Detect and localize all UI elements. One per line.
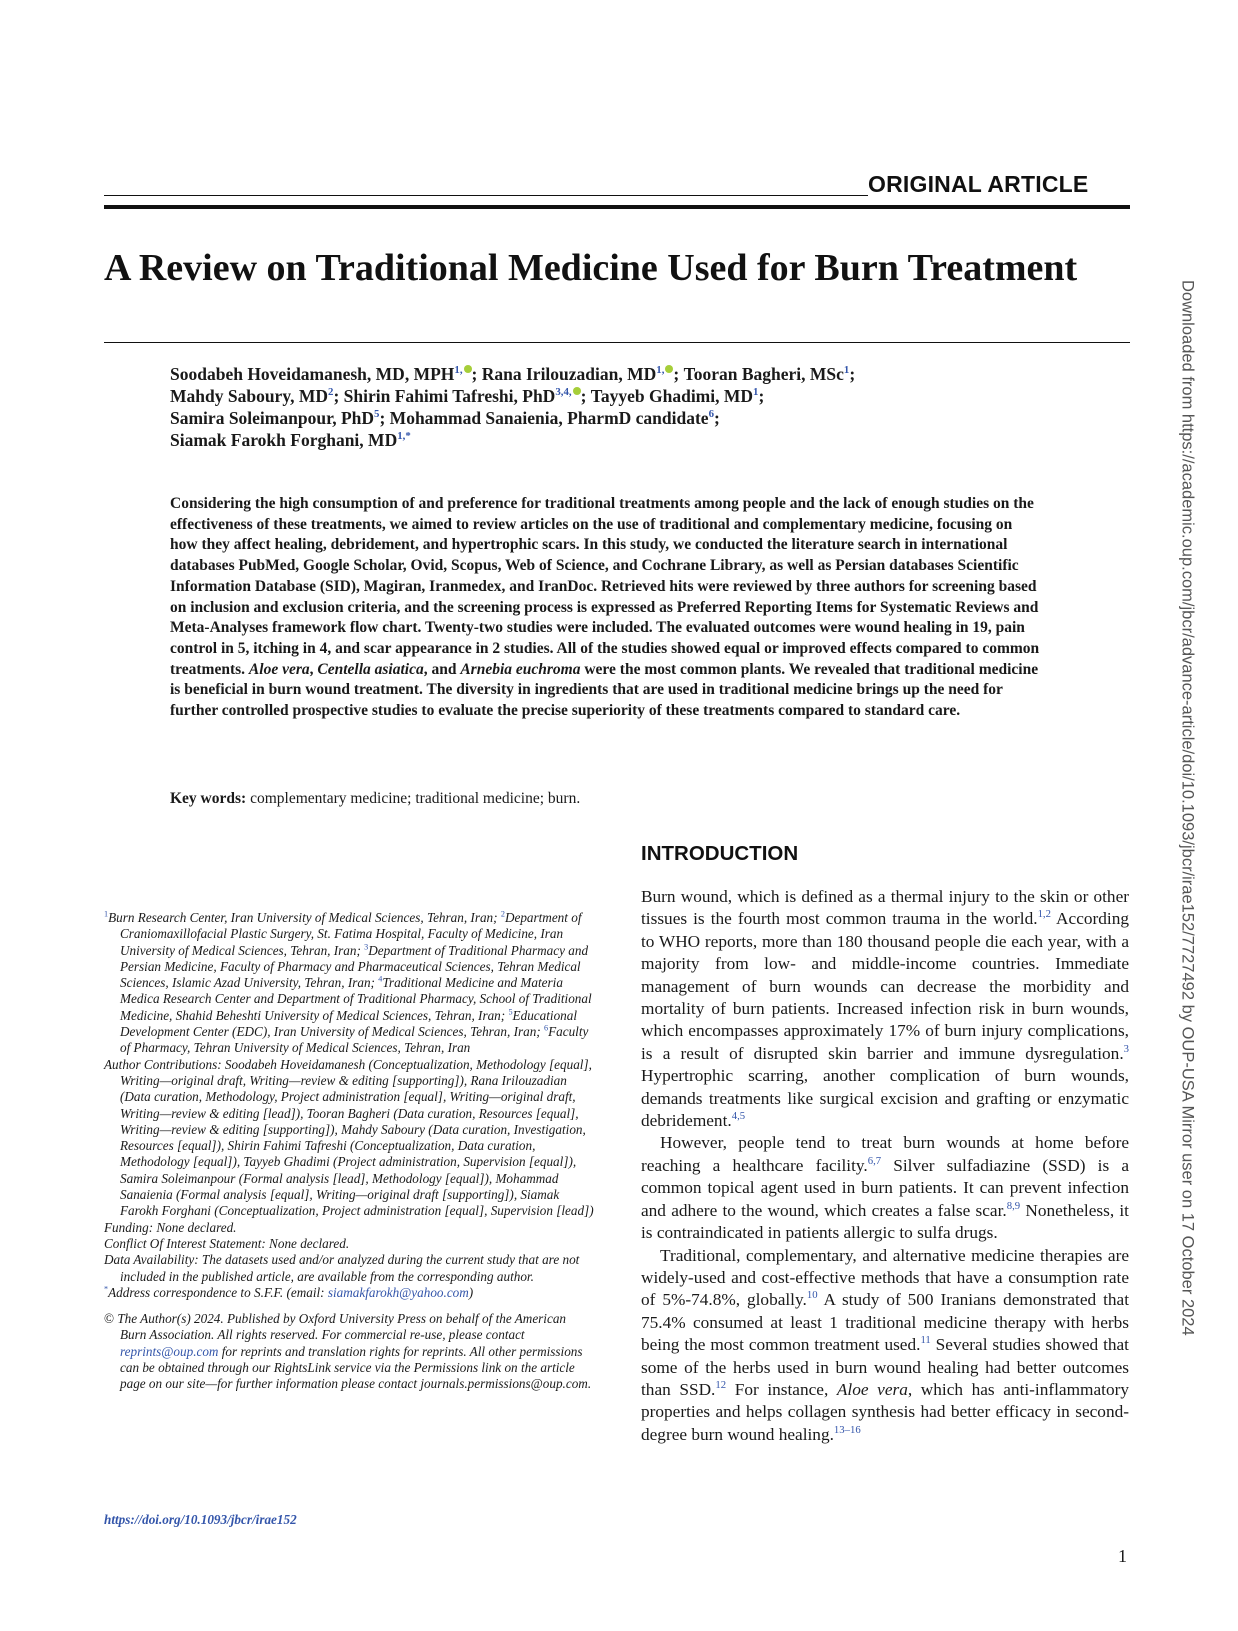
affiliations: $^1$Burn Research Center, Iran University of Medical Sciences, Tehran, Iran; $^2$Department of Craniomaxillofacial Plastic Surgery, St. Fatima Hospital, Faculty of Medicine, Iran University of Medical Sciences, Tehran, Iran; $^3$Department of Traditional Pharmacy and Persian Medicine, Faculty of Pharmacy and Pharmaceutical Sciences, Tehran Medical Sciences, Islamic Azad University, Tehran, Iran; $^4$Traditional Medicine and Materia Medica Research Center and Department of Traditional Pharmacy, School of Traditional Medicine, Shahid Beheshti University of Medical Sciences, Tehran, Iran; $^5$Educational Development Center (EDC), Iran University of Medical Sciences, Tehran, Iran; $^6$Faculty of Pharmacy, Tehran University of Medical Sciences, Tehran, Iran	[104, 909, 592, 1056]
abstract: Considering the high consumption of and preference for traditional treatments among people and the lack of enough studies on the effectiveness of these treatments, we aimed to review articles on the use of traditional and complementary medicine, focusing on how they affect healing, debridement, and hypertrophic scars. In this study, we conducted the literature search in international databases PubMed, Google Scholar, Ovid, Scopus, Web of Science, and Cochrane Library, as well as Persian databases Scientific Information Database (SID), Magiran, Iranmedex, and IranDoc. Retrieved hits were reviewed by three authors for screening based on inclusion and exclusion criteria, and the screening process is expressed as Preferred Reporting Items for Systematic Reviews and Meta-Analyses framework flow chart. Twenty-two studies were included. The evaluated outcomes were wound healing in 19, pain control in 5, itching in 4, and scar appearance in 2 studies. All of the studies showed equal or improved effects compared to common treatments. Aloe vera, Centella asiatica, and Arnebia euchroma were the most common plants. We revealed that traditional medicine is beneficial in burn wound treatment. The diversity in ingredients that are used in traditional medicine brings up the need for further controlled prospective studies to evaluate the precise superiority of these treatments compared to standard care.	[170, 495, 1040, 720]
header-divider	[104, 195, 868, 196]
keywords: Key words: complementary medicine; traditional medicine; burn.	[170, 790, 581, 807]
data-availability: Data Availability: The datasets used and/or analyzed during the current study that are not included in the published article, are available from the corresponding author.	[104, 1252, 580, 1284]
author: Rana Irilouzadian, $MD^{1,}$ ;	[481, 364, 684, 384]
page-number: 1	[1118, 1546, 1127, 1566]
correspondence-email-link[interactable]: siamakfarokh@yahoo.com	[327, 1284, 469, 1300]
citation-link[interactable]: 10	[806, 1289, 818, 1302]
author: Samira Soleimanpour, PhD$^5$;	[170, 408, 390, 428]
plant-name: Aloe vera	[248, 660, 310, 678]
footnotes	[104, 910, 594, 1393]
author: Mohammad Sanaienia, PharmD candidate$^6$;	[389, 408, 720, 428]
title-divider	[104, 342, 1130, 343]
citation-link[interactable]: 1,2	[1037, 908, 1051, 921]
orcid-icon[interactable]	[573, 387, 581, 395]
orcid-icon[interactable]	[464, 365, 472, 373]
header-thick-divider	[104, 205, 1130, 209]
plant-name: Centella asiatica	[317, 660, 424, 678]
author: Shirin Fahimi Tafreshi, PhD$^{3,4,}$ ;	[343, 386, 591, 406]
download-watermark: Downloaded from https://academic.oup.com/jbcr/advance-article/doi/10.1093/jbcr/irae152/7727492 by OUP-USA Mirror user on 17 October 2024	[1178, 280, 1197, 1336]
plant-name: Aloe vera	[836, 1379, 908, 1399]
funding-statement: Funding: None declared.	[104, 1219, 237, 1235]
section-heading-introduction: INTRODUCTION	[641, 842, 799, 865]
citation-link[interactable]: 13–16	[833, 1423, 861, 1436]
author: Tooran Bagheri, MSc$^1$;	[683, 364, 856, 384]
copyright-notice: © The Author(s) 2024. Published by Oxford University Press on behalf of the American Burn Association. All rights reserved. For commercial re-use, please contact reprints@oup.com for reprints and translation rights for reprints. All other permissions can be obtained through our RightsLink service via the Permissions link on the article page on our site—for further information please contact journals.permissions@oup.com.	[104, 1311, 592, 1392]
citation-link[interactable]: 3	[1123, 1043, 1129, 1056]
conflict-statement: Conflict Of Interest Statement: None declared.	[104, 1235, 350, 1251]
author: Mahdy Saboury, $MD^2$;	[170, 386, 344, 406]
section-label: ORIGINAL ARTICLE	[868, 171, 1089, 197]
introduction-body	[641, 886, 1129, 1446]
plant-name: Arnebia euchroma	[460, 660, 581, 678]
citation-link[interactable]: 8,9	[1006, 1199, 1021, 1212]
citation-link[interactable]: 11	[920, 1334, 931, 1347]
paragraph: Burn wound, which is defined as a thermal injury to the skin or other tissues is the fourth most common trauma in the world.$^{1,2}$ According to WHO reports, more than 180 thousand people die each year, with a majority from low- and middle-income countries. Immediate management of burn wounds can decrease the morbidity and mortality of burn patients. Increased infection risk in burn wounds, which encompasses approximately 17% of burn injury complications, is a result of disrupted skin barrier and immune dysregulation.$^3$ Hypertrophic scarring, another complication of burn wounds, demands treatments like surgical excision and grafting or enzymatic debridement.$^{4,5}$	[641, 887, 1129, 1131]
citation-link[interactable]: 6,7	[867, 1155, 882, 1168]
paragraph: However, people tend to treat burn wounds at home before reaching a healthcare facility.$^{6,7}$ Silver sulfadiazine (SSD) is a common topical agent used in burn patients. It can prevent infection and adhere to the wound, which creates a false scar.$^{8,9}$ Nonetheless, it is contraindicated in patients allergic to sulfa drugs.	[641, 1133, 1130, 1243]
author: Soodabeh Hoveidamanesh, MD, $MPH^{1,}$ ;	[170, 364, 482, 384]
author-list	[170, 363, 1070, 451]
author: Tayyeb Ghadimi, $MD^1$;	[590, 386, 765, 406]
reprints-email-link[interactable]: reprints@oup.com	[120, 1343, 219, 1359]
citation-link[interactable]: 4,5	[731, 1110, 746, 1123]
paragraph: Traditional, complementary, and alternative medicine therapies are widely-used and cost-effective methods that have a consumption rate of 5%-74.8%, globally.$^{10}$ A study of 500 Iranians demonstrated that 75.4% consumed at least 1 traditional medicine therapy with herbs being the most common treatment used.$^{11}$ Several studies showed that some of the herbs used in burn wound healing had better outcomes than SSD.$^{12}$ For instance, Aloe vera, which has anti-inflammatory properties and helps collagen synthesis had better efficacy in second-degree burn wound healing.$^{13-16}$	[641, 1245, 1130, 1444]
author-contributions: Author Contributions: Soodabeh Hoveidamanesh (Conceptualization, Methodology [equal], Writing—original draft, Writing—review & editing [supporting]), Rana Irilouzadian (Data curation, Methodology, Project administration [equal], Writing—original draft, Writing—review & editing [lead]), Tooran Bagheri (Data curation, Resources [equal], Writing—review & editing [supporting]), Mahdy Saboury (Data curation, Investigation, Resources [equal]), Shirin Fahimi Tafreshi (Conceptualization, Data curation, Methodology [equal]), Tayyeb Ghadimi (Project administration, Supervision [equal]), Samira Soleimanpour (Formal analysis [lead], Methodology [equal]), Mohammad Sanaienia (Formal analysis [equal], Writing—original draft [supporting]), Siamak Farokh Forghani (Conceptualization, Project administration [equal], Supervision [lead])	[104, 1056, 594, 1219]
correspondence: *Address correspondence to S.F.F. (email: siamakfarokh@yahoo.com)	[104, 1284, 474, 1300]
citation-link[interactable]: 12	[715, 1379, 727, 1392]
author: Siamak Farokh Forghani, $MD^{1,*}$	[170, 430, 411, 450]
article-title: A Review on Traditional Medicine Used for Burn Treatment	[104, 247, 1078, 289]
doi-link[interactable]: https://doi.org/10.1093/jbcr/irae152	[104, 1512, 297, 1527]
